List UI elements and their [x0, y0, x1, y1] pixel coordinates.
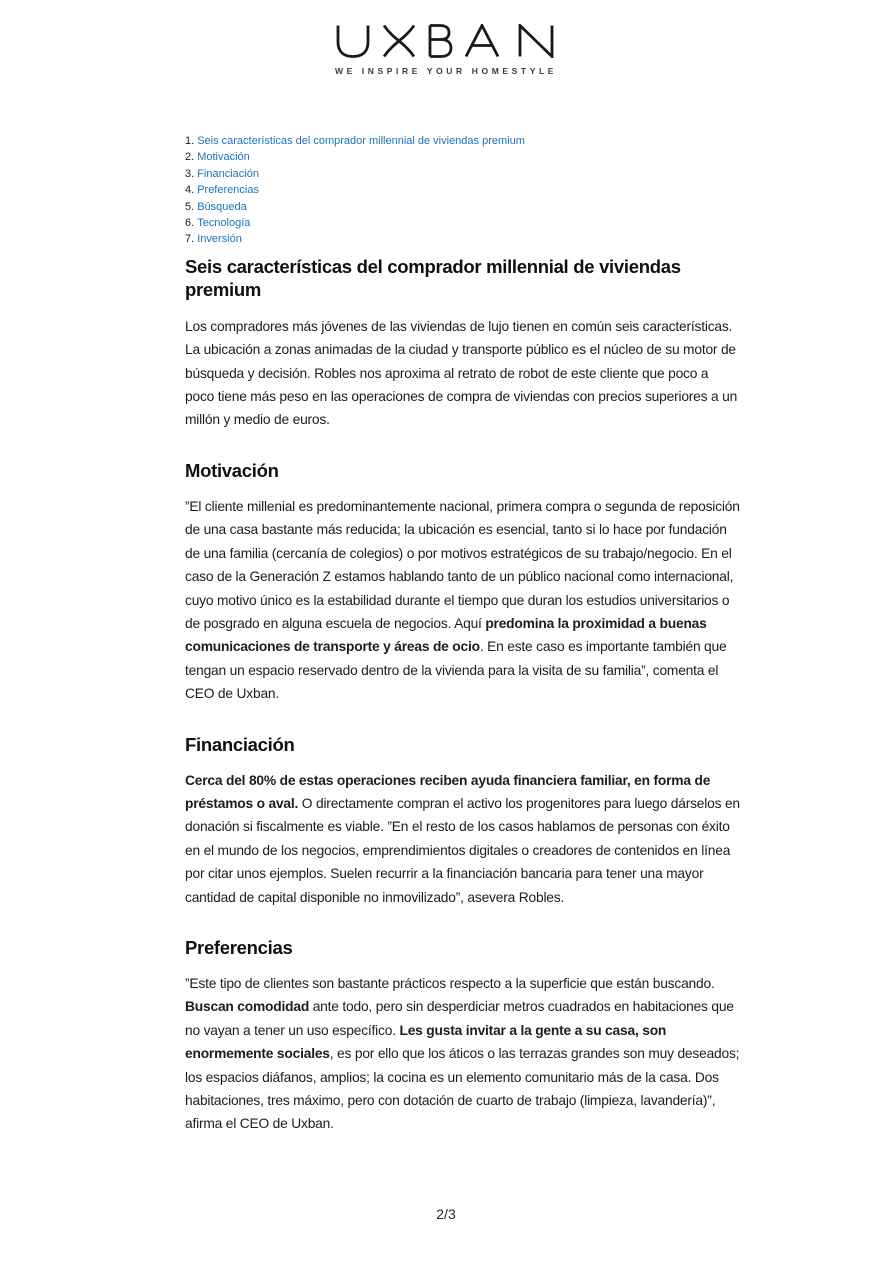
logo-tagline: WE INSPIRE YOUR HOMESTYLE: [334, 66, 558, 76]
toc-item: [185, 215, 741, 231]
toc-item-number: 4.: [185, 184, 195, 197]
section-paragraph: ”El cliente millenial es predominantemente nacional, primera compra o segunda de reposición de una casa bastante más reducida; la ubicación es esencial, tanto si lo hace por fundación de una familia (cercanía de colegios) o por motivos estratégicos de su trabajo/negocio. En el caso de la Generación Z estamos hablando tanto de un público nacional como internacional, cuyo motivo único es la estabilidad durante el tiempo que duran los estudios universitarios o de posgrado en alguna escuela de negocios. Aquí predomina la proximidad a buenas comunicaciones de transporte y áreas de ocio. En este caso es importante también que tengan un espacio reservado dentro de la vivienda para la visita de su familia”, comenta el CEO de Uxban.: [185, 498, 740, 702]
article-section: [185, 255, 741, 432]
toc-item-number: 5.: [185, 200, 195, 213]
article-section: [185, 733, 741, 909]
toc-item: [185, 199, 741, 215]
page-number: 2/3: [436, 1206, 456, 1222]
toc-item-link[interactable]: Motivación: [197, 151, 250, 164]
toc-item-number: 2.: [185, 151, 195, 164]
logo-letter-u: [338, 26, 368, 57]
toc-item-number: 1.: [185, 135, 195, 147]
toc-item-number: 3.: [185, 167, 195, 180]
toc-item-link[interactable]: Seis características del comprador millennial de viviendas premium: [197, 135, 525, 147]
toc-item-link[interactable]: Preferencias: [197, 184, 259, 197]
toc-item: [185, 182, 741, 198]
logo-letter-b: [430, 26, 451, 57]
logo-block: [0, 24, 892, 76]
article-content: [185, 133, 741, 1136]
toc-item-link[interactable]: Tecnología: [197, 217, 251, 230]
toc-item: [185, 231, 741, 247]
toc-item: [185, 149, 741, 165]
toc-item-number: 7.: [185, 233, 195, 246]
logo-letter-a: [466, 26, 498, 57]
section-heading: Preferencias: [185, 936, 293, 958]
uxban-logo: [336, 24, 556, 58]
toc-item-link[interactable]: Financiación: [197, 167, 259, 180]
toc-item-number: 6.: [185, 217, 195, 230]
section-paragraph: ”Este tipo de clientes son bastante prácticos respecto a la superficie que están buscando. Buscan comodidad ante todo, pero sin desperdiciar metros cuadrados en habitaciones que no vayan a tener un uso específico. Les gusta invitar a la gente a su casa, son enormemente sociales, es por ello que los áticos o las terrazas grandes son muy deseados; los espacios diáfanos, amplios; la cocina es un elemento comunitario más de la casa. Dos habitaciones, tres máximo, pero con dotación de cuarto de trabajo (limpieza, lavandería)”, afirma el CEO de Uxban.: [185, 975, 740, 1132]
section-heading: Seis características del comprador millennial de viviendas premium: [185, 255, 681, 301]
toc-item: [185, 133, 741, 149]
section-paragraph: Cerca del 80% de estas operaciones reciben ayuda financiera familiar, en forma de préstamos o aval. O directamente compran el activo los progenitores para luego dárselos en donación si fiscalmente es viable. ”En el resto de los casos hablamos de personas con éxito en el mundo de los negocios, emprendimientos digitales o creadores de contenidos en línea por citar unos ejemplos. Suelen recurrir a la financiación bancaria para tener una mayor cantidad de capital disponible no inmovilizado”, asevera Robles.: [185, 772, 740, 905]
article-section: [185, 936, 741, 1136]
article-section: [185, 459, 741, 706]
table-of-contents: [185, 133, 741, 248]
toc-item-link[interactable]: Inversión: [197, 233, 242, 246]
toc-item-link[interactable]: Búsqueda: [197, 200, 247, 213]
logo-letter-n: [520, 26, 552, 57]
section-heading: Financiación: [185, 733, 295, 755]
toc-item: [185, 166, 741, 182]
section-paragraph: Los compradores más jóvenes de las viviendas de lujo tienen en común seis características. La ubicación a zonas animadas de la ciudad y transporte público es el núcleo de su motor de búsqueda y decisión. Robles nos aproxima al retrato de robot de este cliente que poco a poco tiene más peso en las operaciones de compra de viviendas con precios superiores a un millón y medio de euros.: [185, 318, 738, 428]
section-heading: Motivación: [185, 459, 279, 481]
